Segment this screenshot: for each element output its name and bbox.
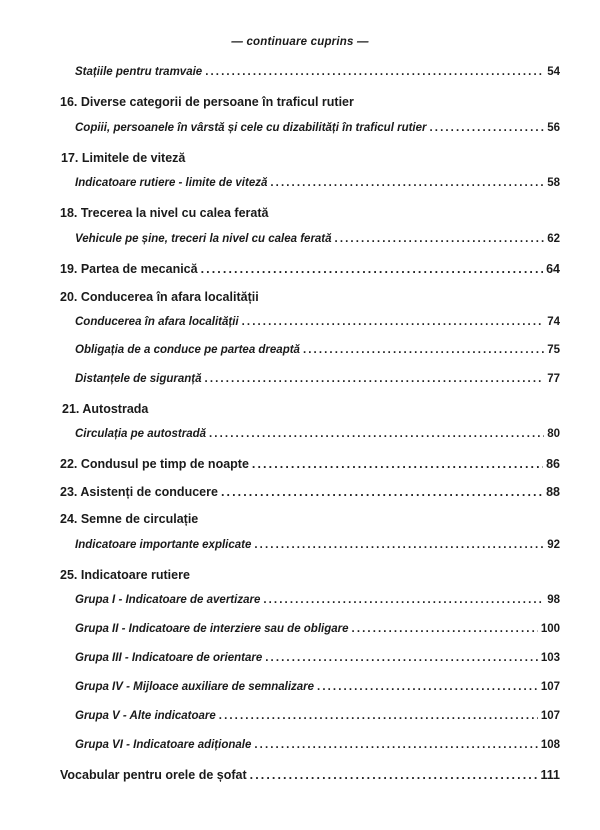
toc-entry-title: Stațiile pentru tramvaie <box>75 66 203 78</box>
dot-leader <box>430 122 545 134</box>
dot-leader <box>250 768 538 782</box>
toc-section-title: 21. Autostrada <box>62 402 149 416</box>
toc-section-heading[interactable] <box>60 568 190 582</box>
toc-entry-page: 77 <box>547 373 560 385</box>
toc-entry-title: Circulația pe autostradă <box>75 428 207 440</box>
dot-leader <box>221 485 543 499</box>
toc-section-title: 20. Conducerea în afara localității <box>60 290 259 304</box>
toc-section-entry[interactable] <box>60 457 560 471</box>
toc-section-title: 18. Trecerea la nivel cu calea ferată <box>60 206 269 220</box>
toc-section-title: 19. Partea de mecanică <box>60 262 198 276</box>
toc-section-title: 24. Semne de circulație <box>60 512 199 526</box>
toc-section-title: 16. Diverse categorii de persoane în traficul rutier <box>60 95 354 109</box>
toc-entry-title: Conducerea în afara localității <box>75 316 239 328</box>
toc-entry[interactable] <box>75 233 560 245</box>
toc-entry-page: 64 <box>546 262 560 276</box>
dot-leader <box>209 428 544 440</box>
toc-entry-page: 80 <box>547 428 560 440</box>
toc-entry-page: 92 <box>547 539 560 551</box>
toc-entry-page: 100 <box>540 623 560 635</box>
toc-entry-page: 56 <box>547 122 560 134</box>
dot-leader <box>205 66 544 78</box>
toc-entry-title: Obligația de a conduce pe partea dreaptă <box>75 344 300 356</box>
toc-section-title: 25. Indicatoare rutiere <box>60 568 190 582</box>
toc-section-heading[interactable] <box>60 290 259 304</box>
toc-section-heading[interactable] <box>61 151 185 165</box>
toc-entry[interactable] <box>75 710 560 722</box>
dot-leader <box>263 594 544 606</box>
toc-entry-page: 111 <box>540 768 560 782</box>
toc-entry-page: 58 <box>547 177 560 189</box>
toc-entry-title: Grupa I - Indicatoare de avertizare <box>75 594 261 606</box>
toc-entry-title: Grupa VI - Indicatoare adiționale <box>75 739 252 751</box>
toc-section-entry[interactable] <box>60 485 560 499</box>
toc-section-entry[interactable] <box>60 262 560 276</box>
dot-leader <box>205 373 545 385</box>
toc-entry-title: Indicatoare importante explicate <box>75 539 252 551</box>
toc-entry[interactable] <box>75 66 560 78</box>
toc-entry[interactable] <box>75 177 560 189</box>
dot-leader <box>242 316 545 328</box>
toc-entry-page: 103 <box>540 652 560 664</box>
toc-entry-title: Grupa II - Indicatoare de interziere sau de obligare <box>75 623 349 635</box>
toc-section-title: Vocabular pentru orele de șofat <box>60 768 247 782</box>
toc-entry[interactable] <box>75 594 560 606</box>
dot-leader <box>270 177 544 189</box>
toc-entry[interactable] <box>75 681 560 693</box>
toc-entry[interactable] <box>75 316 560 328</box>
toc-section-heading[interactable] <box>60 95 354 109</box>
toc-entry[interactable] <box>75 739 560 751</box>
toc-entry[interactable] <box>75 539 560 551</box>
dot-leader <box>219 710 538 722</box>
toc-entry[interactable] <box>75 623 560 635</box>
dot-leader <box>303 344 544 356</box>
toc-entry[interactable] <box>75 122 560 134</box>
dot-leader <box>254 739 537 751</box>
toc-entry-page: 86 <box>546 457 560 471</box>
toc-entry-title: Copiii, persoanele în vârstă și cele cu dizabilități în traficul rutier <box>75 122 427 134</box>
toc-entry-page: 62 <box>547 233 560 245</box>
toc-entry-title: Vehicule pe șine, treceri la nivel cu calea ferată <box>75 233 332 245</box>
toc-entry-title: Distanțele de siguranță <box>75 373 202 385</box>
toc-entry-title: Grupa III - Indicatoare de orientare <box>75 652 263 664</box>
dot-leader <box>352 623 538 635</box>
toc-section-title: 22. Condusul pe timp de noapte <box>60 457 249 471</box>
dot-leader <box>265 652 538 664</box>
toc-entry[interactable] <box>75 652 560 664</box>
dot-leader <box>201 262 544 276</box>
dot-leader <box>335 233 545 245</box>
toc-section-heading[interactable] <box>60 512 198 526</box>
toc-section-heading[interactable] <box>60 206 268 220</box>
toc-entry-page: 75 <box>547 344 560 356</box>
toc-section-title: 23. Asistenți de conducere <box>60 485 218 499</box>
toc-entry[interactable] <box>75 344 560 356</box>
toc-entry-title: Grupa V - Alte indicatoare <box>75 710 216 722</box>
toc-entry-page: 88 <box>546 485 560 499</box>
toc-entry-title: Indicatoare rutiere - limite de viteză <box>75 177 268 189</box>
toc-entry-page: 98 <box>547 594 560 606</box>
dot-leader <box>317 681 538 693</box>
toc-section-heading[interactable] <box>62 402 148 416</box>
toc-entry-page: 108 <box>540 739 560 751</box>
dot-leader <box>254 539 544 551</box>
toc-entry[interactable] <box>75 428 560 440</box>
toc-entry-page: 107 <box>540 681 560 693</box>
toc-section-entry[interactable] <box>60 768 560 782</box>
dot-leader <box>252 457 543 471</box>
page-header: — continuare cuprins — <box>231 36 369 48</box>
toc-entry-page: 54 <box>547 66 560 78</box>
toc-entry-page: 107 <box>540 710 560 722</box>
toc-entry-page: 74 <box>547 316 560 328</box>
toc-section-title: 17. Limitele de viteză <box>61 151 186 165</box>
toc-entry-title: Grupa IV - Mijloace auxiliare de semnalizare <box>75 681 315 693</box>
toc-entry[interactable] <box>75 373 560 385</box>
